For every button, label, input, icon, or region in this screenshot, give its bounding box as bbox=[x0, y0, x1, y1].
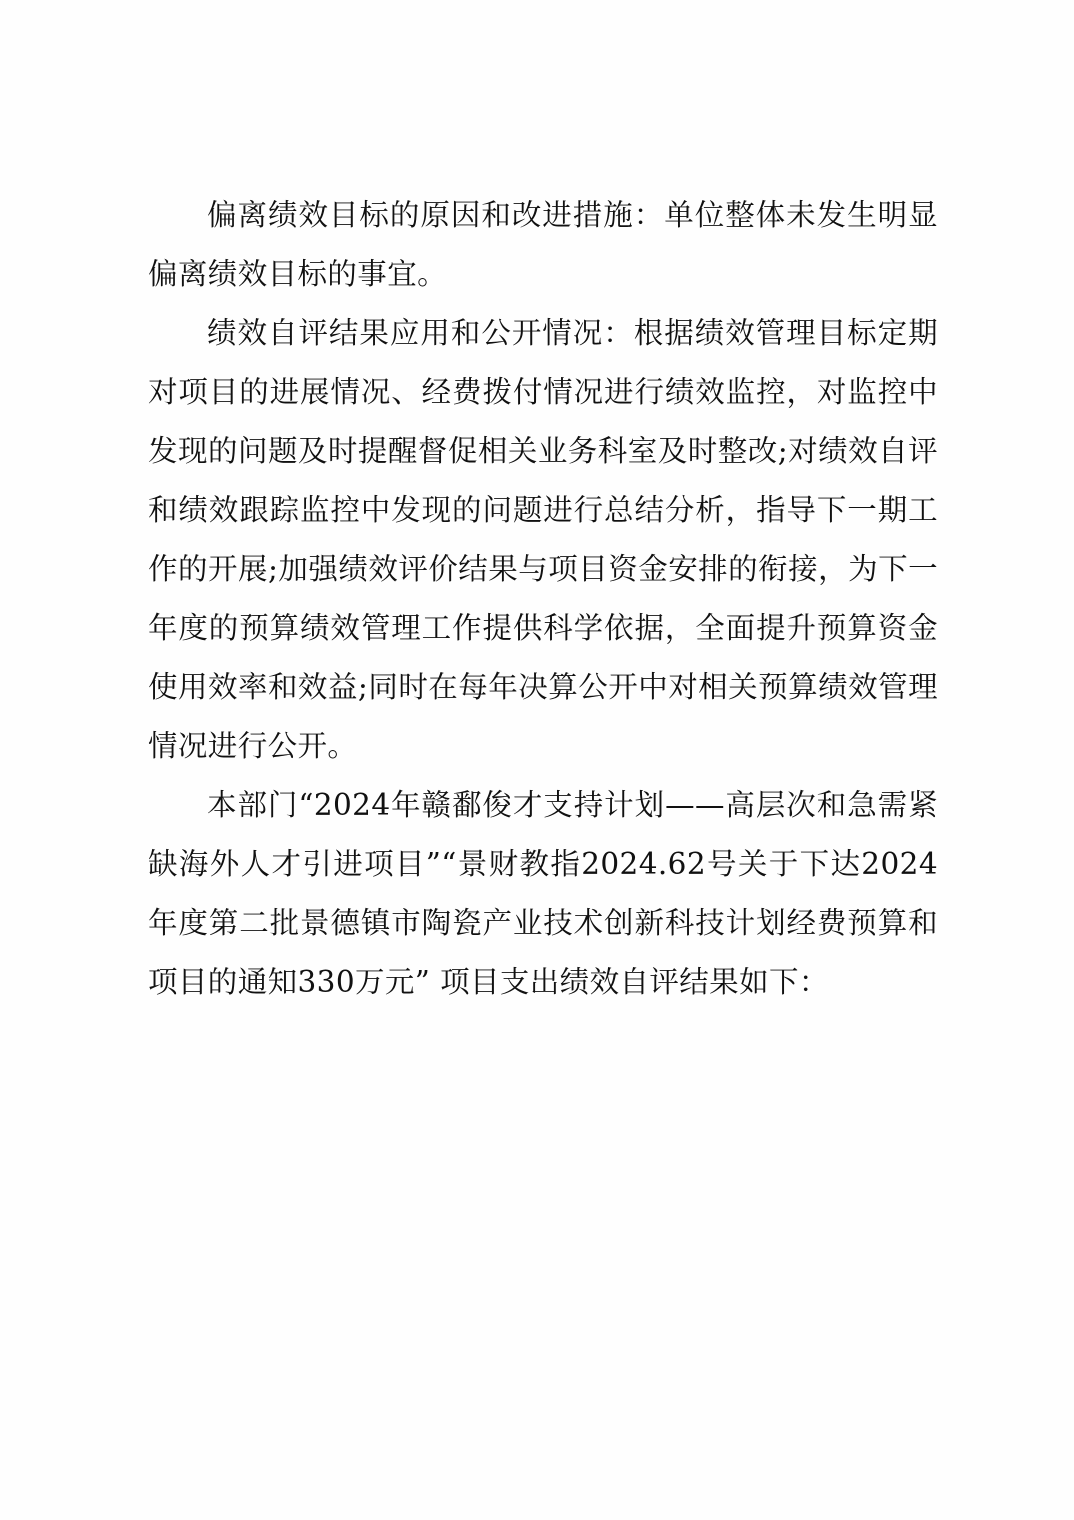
document-body bbox=[148, 186, 938, 1012]
paragraph-self-evaluation-application: 绩效自评结果应用和公开情况：根据绩效管理目标定期对项目的进展情况、经费拨付情况进行绩效监控，对监控中发现的问题及时提醒督促相关业务科室及时整改;对绩效自评和绩效跟踪监控中发现的问题进行总结分析，指导下一期工作的开展;加强绩效评价结果与项目资金安排的衔接，为下一年度的预算绩效管理工作提供科学依据，全面提升预算资金使用效率和效益;同时在每年决算公开中对相关预算绩效管理情况进行公开。 bbox=[148, 316, 938, 763]
paragraph-project-list: 本部门“2024年赣鄱俊才支持计划——高层次和急需紧缺海外人才引进项目”“景财教指2024.62号关于下达2024年度第二批景德镇市陶瓷产业技术创新科技计划经费预算和项目的通知330万元” 项目支出绩效自评结果如下： bbox=[148, 788, 938, 999]
paragraph-deviation-reasons: 偏离绩效目标的原因和改进措施：单位整体未发生明显偏离绩效目标的事宜。 bbox=[148, 198, 938, 291]
